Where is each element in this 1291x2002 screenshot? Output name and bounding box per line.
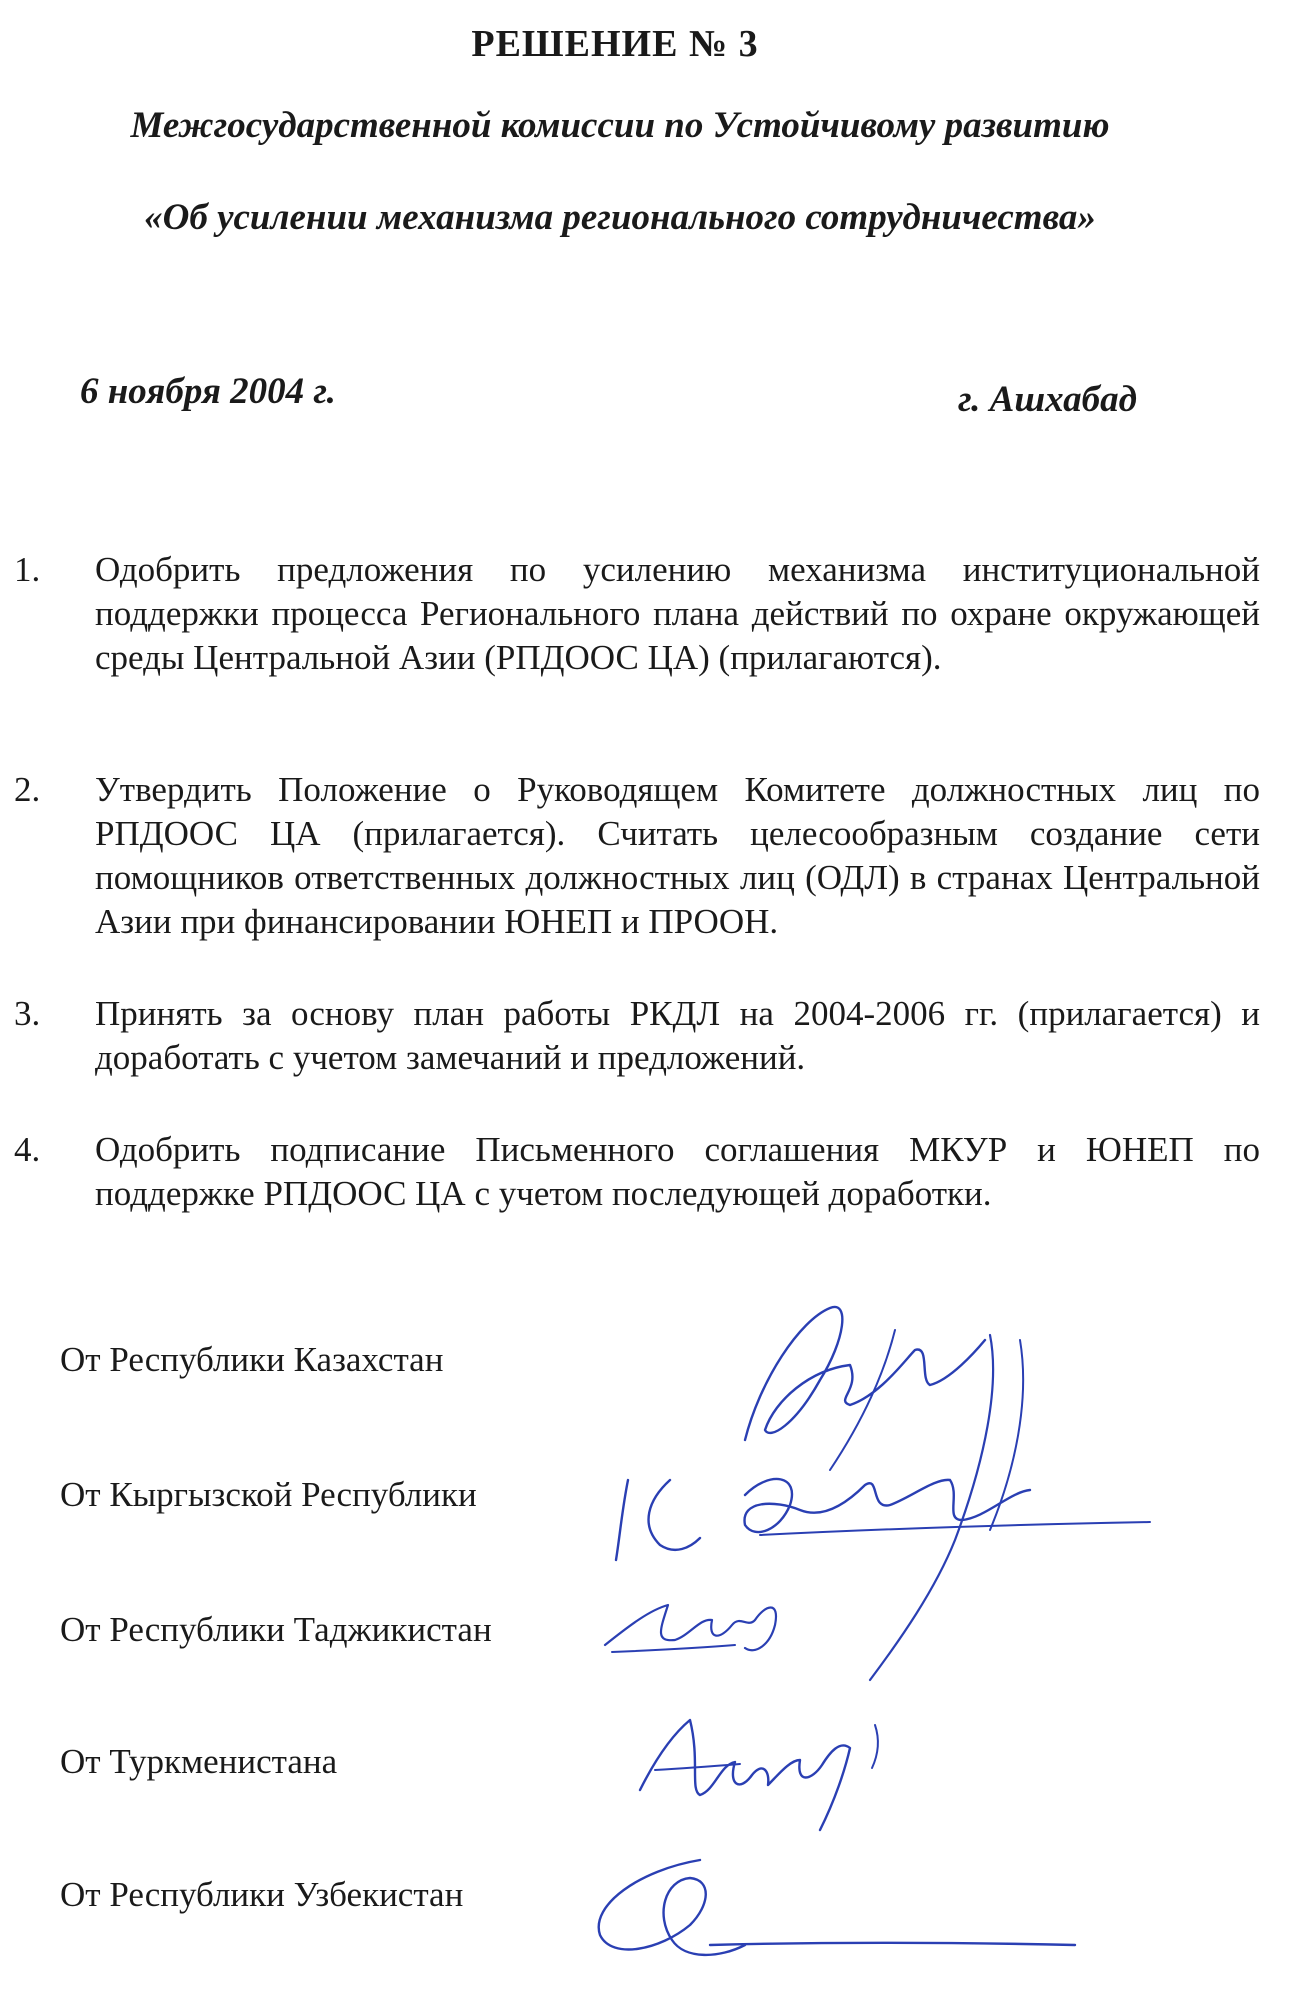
signature-kazakhstan (745, 1307, 1023, 1680)
signature-turkmenistan (640, 1720, 878, 1830)
signer-kyrgyzstan: От Кыргызской Республики (60, 1475, 477, 1514)
item-text: Одобрить подписание Письменного соглашения МКУР и ЮНЕП по поддержке РПДООС ЦА с учетом последующей доработки. (95, 1130, 1260, 1213)
signer-tajikistan: От Республики Таджикистан (60, 1610, 492, 1649)
signature-uzbekistan (599, 1860, 1075, 1955)
signer-kazakhstan: От Республики Казахстан (60, 1340, 444, 1379)
item-number: 4. (14, 1130, 41, 1169)
document-title: РЕШЕНИЕ № 3 (471, 23, 759, 65)
item-text: Одобрить предложения по усилению механизма институциональной поддержки процесса Регионального плана действий по охране окружающей среды Центральной Азии (РПДООС ЦА) (прилагаются). (95, 550, 1260, 677)
item-text: Принять за основу план работы РКДЛ на 2004-2006 гг. (прилагается) и доработать с учетом замечаний и предложений. (95, 994, 1260, 1077)
item-number: 3. (14, 994, 41, 1033)
decision-date: 6 ноября 2004 г. (80, 371, 336, 412)
signature-tajikistan (605, 1605, 776, 1652)
decision-subject: «Об усилении механизма регионального сотрудничества» (144, 197, 1096, 238)
item-text: Утвердить Положение о Руководящем Комитете должностных лиц по РПДООС ЦА (прилагается). Считать целесообразным создание сети помощников ответственных должностных лиц (ОДЛ) в странах Центральной Азии при финансировании ЮНЕП и ПРООН. (95, 770, 1260, 941)
commission-name: Межгосударственной комиссии по Устойчивому развитию (130, 105, 1110, 146)
item-number: 2. (14, 770, 41, 809)
signature-kyrgyzstan (616, 1479, 1150, 1560)
item-number: 1. (14, 550, 41, 589)
decision-place: г. Ашхабад (958, 379, 1138, 420)
signer-uzbekistan: От Республики Узбекистан (60, 1875, 464, 1914)
signer-turkmenistan: От Туркменистана (60, 1742, 338, 1781)
